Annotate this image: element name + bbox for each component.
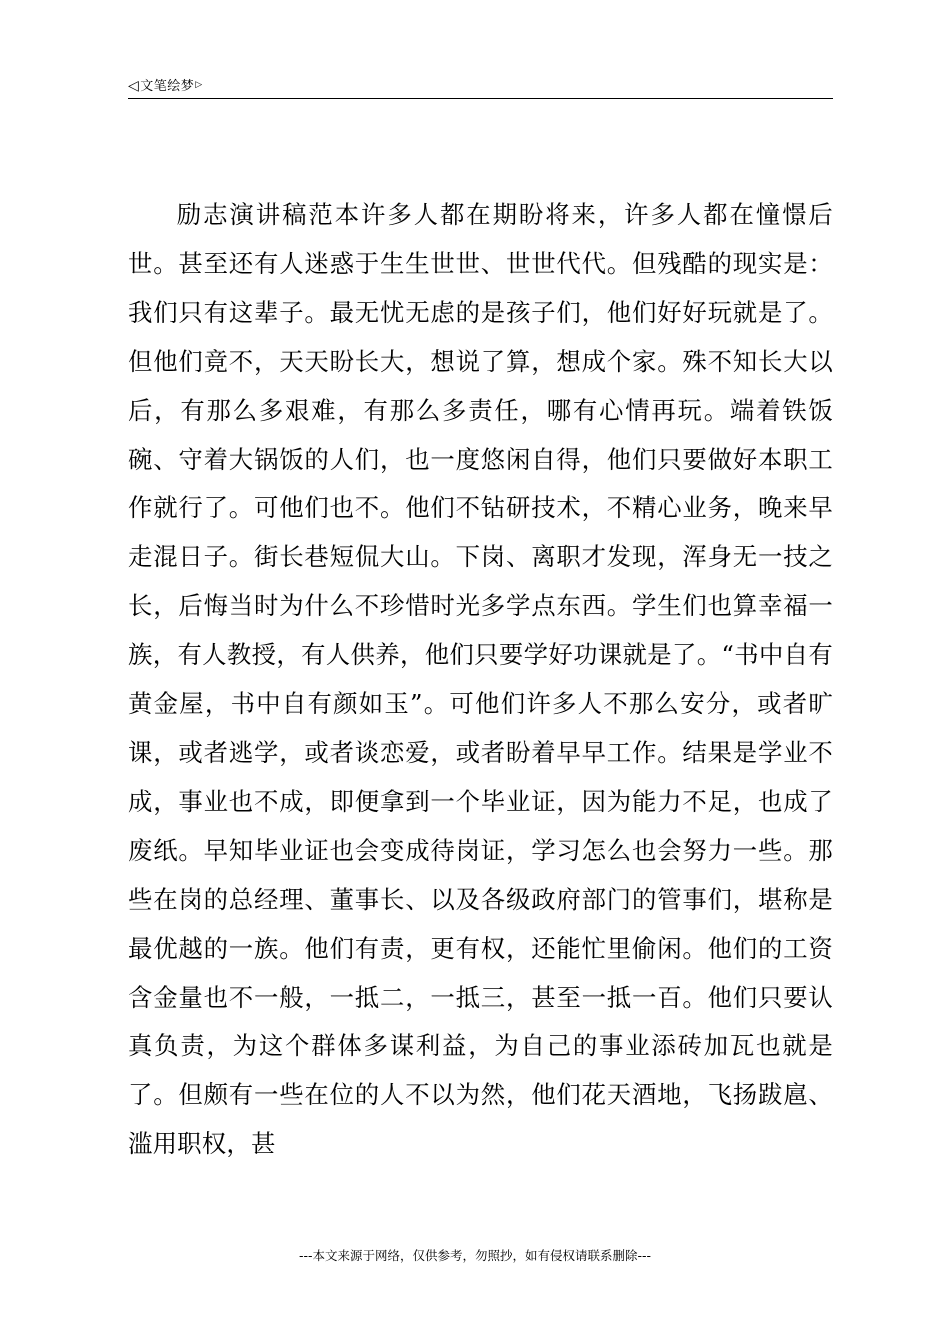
page-header	[128, 74, 833, 99]
triangle-right-icon: ▷	[195, 80, 203, 90]
header-title	[128, 76, 203, 96]
body-paragraph: 励志演讲稿范本许多人都在期盼将来，许多人都在憧憬后世。甚至还有人迷惑于生生世世、世世代代。但残酷的现实是：我们只有这辈子。最无忧无虑的是孩子们，他们好好玩就是了。但他们竟不，天天盼长大，想说了算，想成个家。殊不知长大以后，有那么多艰难，有那么多责任，哪有心情再玩。端着铁饭碗、守着大锅饭的人们，也一度悠闲自得，他们只要做好本职工作就行了。可他们也不。他们不钻研技术，不精心业务，晚来早走混日子。街长巷短侃大山。下岗、离职才发现，浑身无一技之长，后悔当时为什么不珍惜时光多学点东西。学生们也算幸福一族，有人教授，有人供养，他们只要学好功课就是了。“书中自有黄金屋，书中自有颜如玉”。可他们许多人不那么安分，或者旷课，或者逃学，或者谈恋爱，或者盼着早早工作。结果是学业不成，事业也不成，即便拿到一个毕业证，因为能力不足，也成了废纸。早知毕业证也会变成待岗证，学习怎么也会努力一些。那些在岗的总经理、董事长、以及各级政府部门的管事们，堪称是最优越的一族。他们有责，更有权，还能忙里偷闲。他们的工资含金量也不一般，一抵二，一抵三，甚至一抵一百。他们只要认真负责，为这个群体多谋利益，为自己的事业添砖加瓦也就是了。但颇有一些在位的人不以为然，他们花天酒地，飞扬跋扈、滥用职权，甚	[128, 200, 833, 1159]
page-footer: ---本文来源于网络，仅供参考，勿照抄，如有侵权请联系删除---	[298, 1248, 652, 1263]
triangle-left-icon: ◁	[128, 78, 140, 94]
header-title-text: 文笔绘梦	[140, 79, 195, 94]
